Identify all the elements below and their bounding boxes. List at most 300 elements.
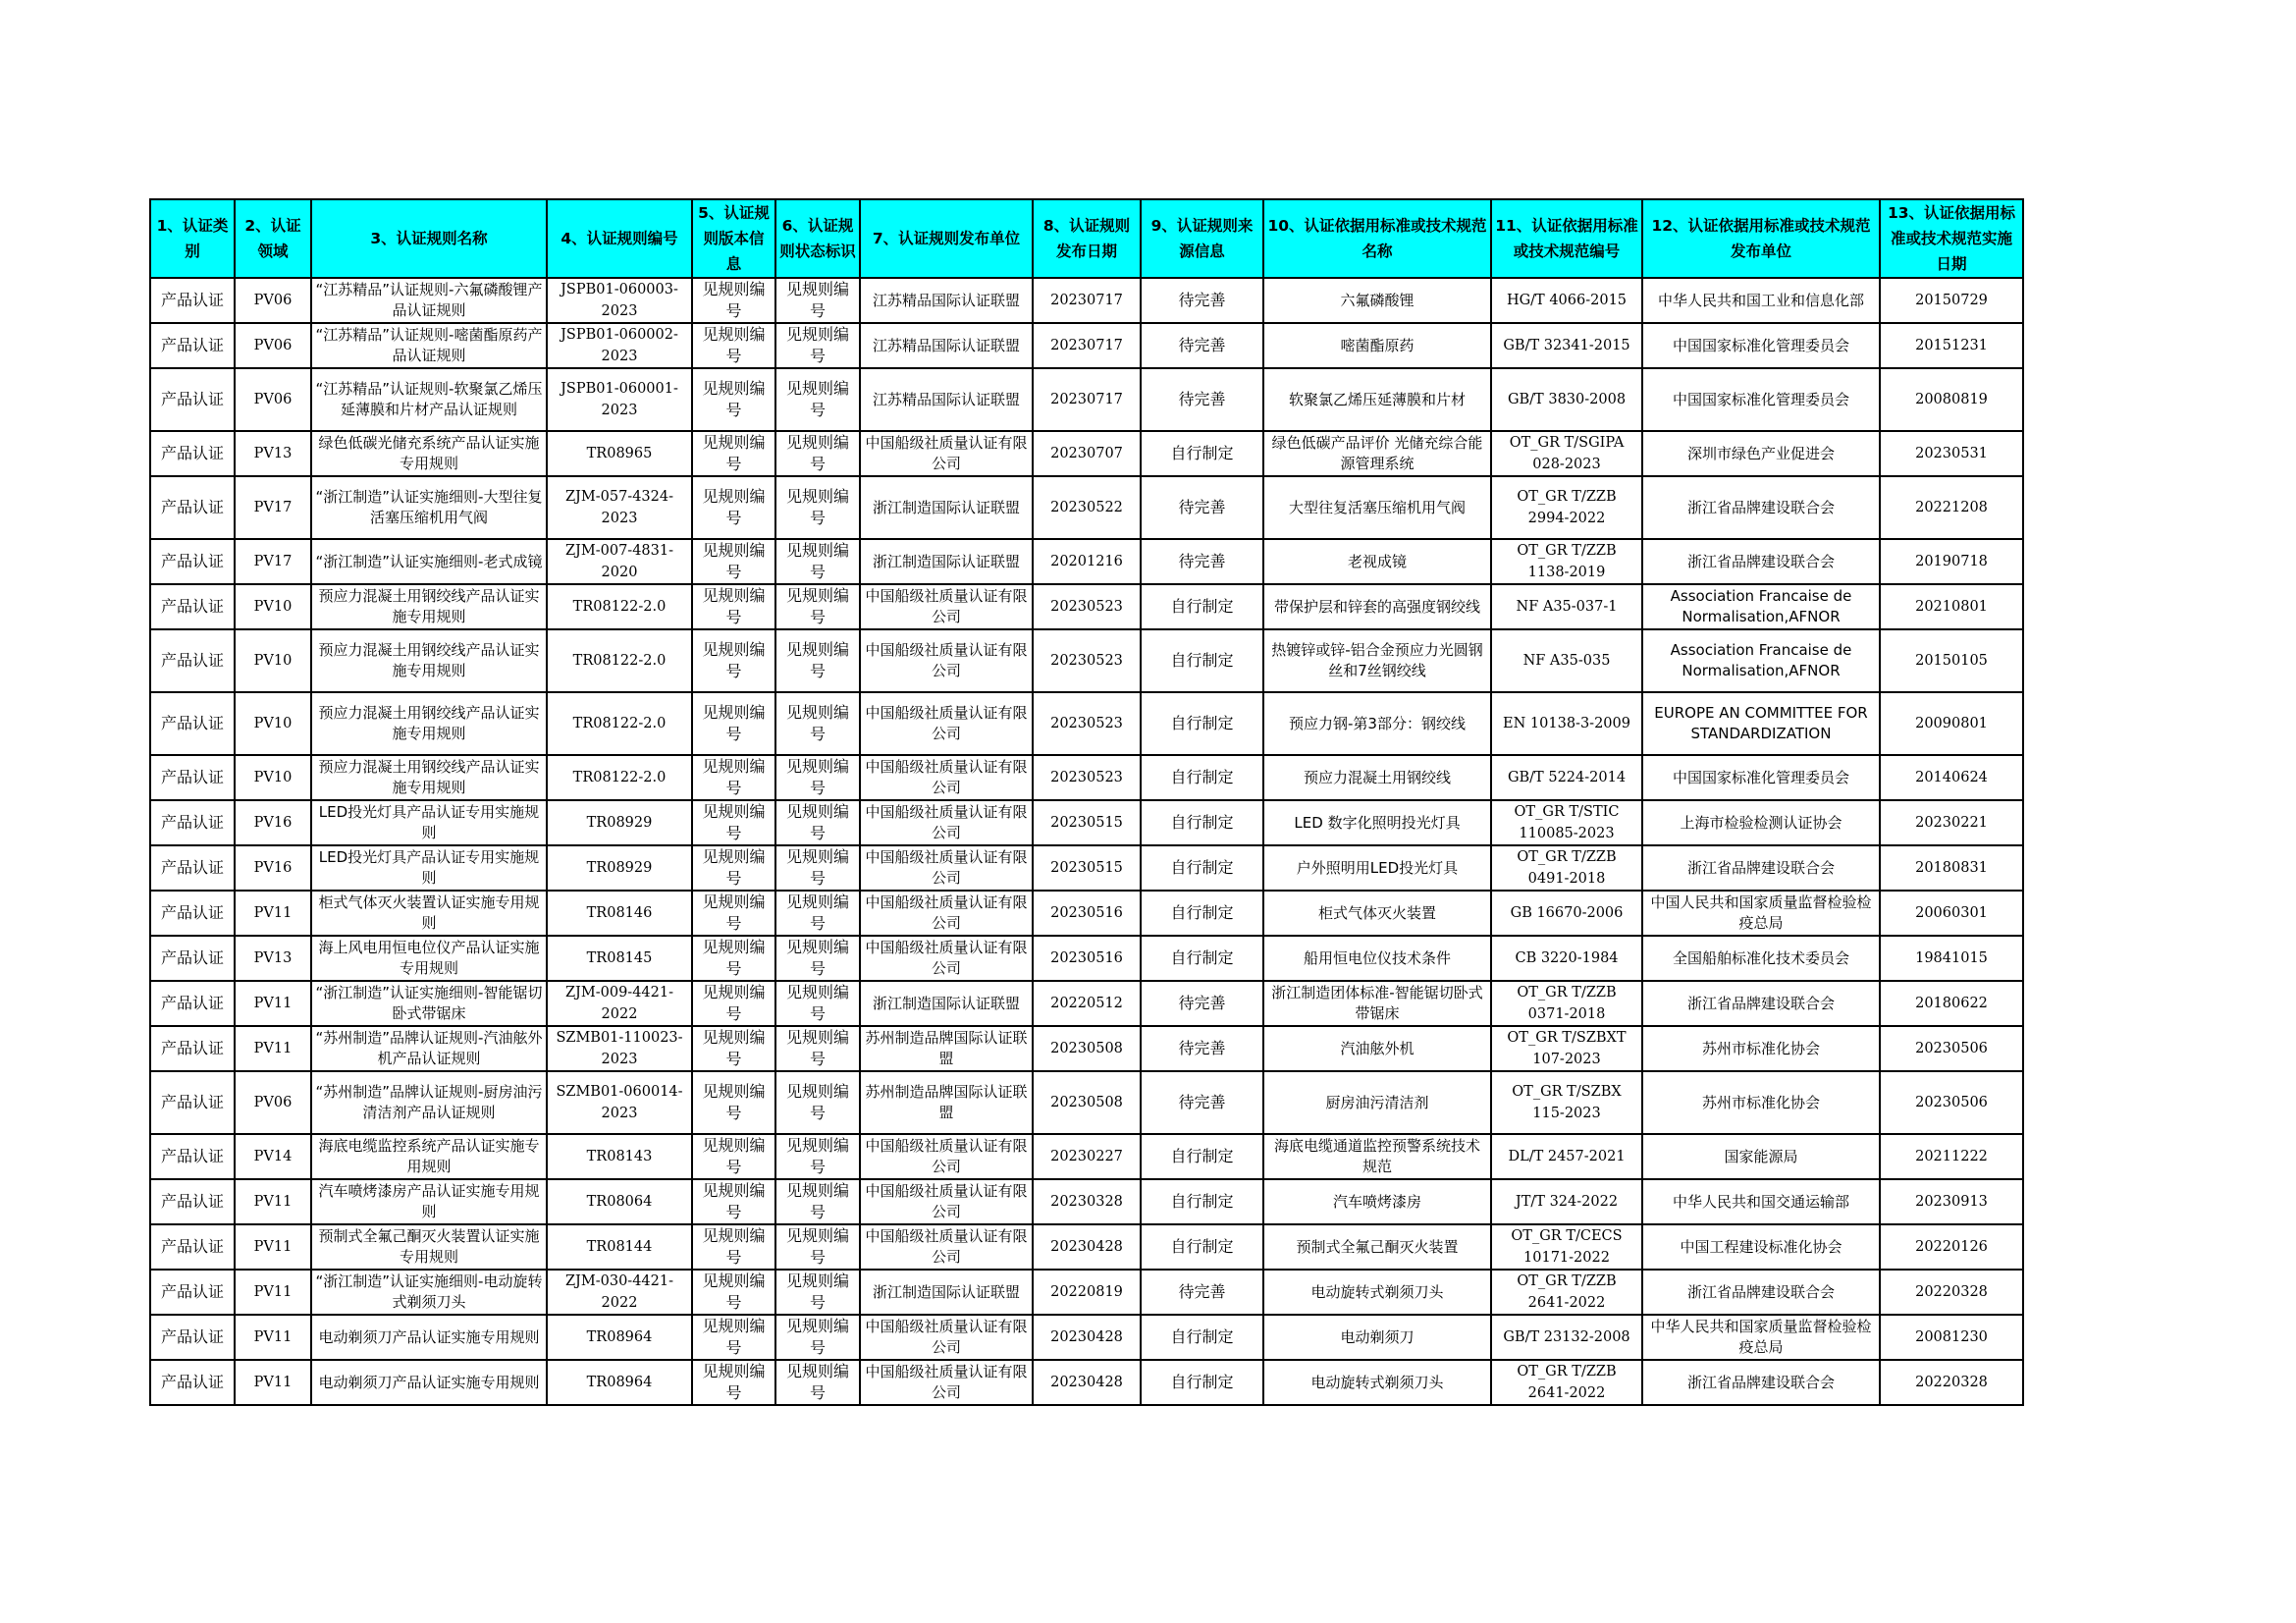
cell-col-standard-number: OT_GR T/SZBXT 107-2023 — [1491, 1026, 1642, 1071]
cell-col-standard-date: 20190718 — [1880, 539, 2023, 584]
cell-col-standard-date: 20150105 — [1880, 629, 2023, 692]
cell-col-domain: PV13 — [235, 431, 311, 476]
cell-col-standard-number: OT_GR T/ZZB 0491-2018 — [1491, 845, 1642, 891]
cell-col-rule-date: 20230523 — [1033, 692, 1141, 755]
cell-col-rule-date: 20230522 — [1033, 476, 1141, 539]
cell-col-category: 产品认证 — [150, 539, 235, 584]
cell-col-rule-date: 20230328 — [1033, 1179, 1141, 1224]
cell-col-standard-name: 海底电缆通道监控预警系统技术规范 — [1263, 1134, 1491, 1179]
cell-col-rule-version: 见规则编号 — [692, 629, 775, 692]
cell-col-domain: PV13 — [235, 936, 311, 981]
table-row — [150, 1315, 2023, 1360]
cell-col-standard-number: OT_GR T/ZZB 2641-2022 — [1491, 1270, 1642, 1315]
cell-col-domain: PV11 — [235, 1179, 311, 1224]
cell-col-standard-date: 20230221 — [1880, 800, 2023, 845]
cell-col-domain: PV10 — [235, 584, 311, 629]
cell-col-rule-version: 见规则编号 — [692, 800, 775, 845]
cell-col-rule-number: TR08146 — [547, 891, 692, 936]
cell-col-rule-number: JSPB01-060003-2023 — [547, 278, 692, 323]
cell-col-standard-name: 预应力钢-第3部分：钢绞线 — [1263, 692, 1491, 755]
cell-col-standard-name: 带保护层和锌套的高强度钢绞线 — [1263, 584, 1491, 629]
cell-col-standard-date: 20150729 — [1880, 278, 2023, 323]
cell-col-standard-number: GB/T 23132-2008 — [1491, 1315, 1642, 1360]
certification-rules-table — [149, 198, 2024, 1406]
cell-col-standard-date: 20210801 — [1880, 584, 2023, 629]
cell-col-rule-source: 待完善 — [1141, 278, 1263, 323]
header-col-rule-status: 6、认证规则状态标识 — [775, 199, 860, 278]
cell-col-rule-number: TR08964 — [547, 1315, 692, 1360]
cell-col-standard-publisher: EUROPE AN COMMITTEE FOR STANDARDIZATION — [1642, 692, 1880, 755]
cell-col-rule-status: 见规则编号 — [775, 584, 860, 629]
header-col-category: 1、认证类别 — [150, 199, 235, 278]
cell-col-rule-number: TR08122-2.0 — [547, 692, 692, 755]
cell-col-rule-source: 自行制定 — [1141, 845, 1263, 891]
cell-col-domain: PV06 — [235, 1071, 311, 1134]
cell-col-domain: PV11 — [235, 1360, 311, 1405]
cell-col-standard-number: NF A35-035 — [1491, 629, 1642, 692]
cell-col-rule-publisher: 中国船级社质量认证有限公司 — [860, 1224, 1033, 1270]
cell-col-category: 产品认证 — [150, 476, 235, 539]
cell-col-rule-date: 20230515 — [1033, 800, 1141, 845]
cell-col-standard-publisher: 浙江省品牌建设联合会 — [1642, 981, 1880, 1026]
cell-col-rule-name: 预应力混凝土用钢绞线产品认证实施专用规则 — [311, 755, 547, 800]
cell-col-rule-version: 见规则编号 — [692, 476, 775, 539]
cell-col-standard-publisher: 浙江省品牌建设联合会 — [1642, 1360, 1880, 1405]
cell-col-domain: PV14 — [235, 1134, 311, 1179]
cell-col-rule-publisher: 中国船级社质量认证有限公司 — [860, 936, 1033, 981]
cell-col-rule-version: 见规则编号 — [692, 539, 775, 584]
cell-col-standard-date: 20180831 — [1880, 845, 2023, 891]
cell-col-domain: PV16 — [235, 800, 311, 845]
table-row — [150, 1179, 2023, 1224]
cell-col-rule-source: 待完善 — [1141, 368, 1263, 431]
cell-col-standard-number: EN 10138-3-2009 — [1491, 692, 1642, 755]
cell-col-standard-name: 老视成镜 — [1263, 539, 1491, 584]
cell-col-rule-publisher: 江苏精品国际认证联盟 — [860, 278, 1033, 323]
cell-col-domain: PV11 — [235, 1224, 311, 1270]
cell-col-rule-version: 见规则编号 — [692, 431, 775, 476]
header-col-rule-version: 5、认证规则版本信息 — [692, 199, 775, 278]
table-row — [150, 539, 2023, 584]
header-col-rule-number: 4、认证规则编号 — [547, 199, 692, 278]
cell-col-rule-date: 20230428 — [1033, 1360, 1141, 1405]
cell-col-rule-version: 见规则编号 — [692, 584, 775, 629]
cell-col-rule-source: 自行制定 — [1141, 1224, 1263, 1270]
cell-col-rule-version: 见规则编号 — [692, 1224, 775, 1270]
cell-col-standard-date: 20140624 — [1880, 755, 2023, 800]
cell-col-standard-publisher: 中国国家标准化管理委员会 — [1642, 323, 1880, 368]
cell-col-rule-date: 20230717 — [1033, 323, 1141, 368]
cell-col-rule-number: TR08122-2.0 — [547, 629, 692, 692]
cell-col-standard-name: 热镀锌或锌-铝合金预应力光圆钢丝和7丝钢绞线 — [1263, 629, 1491, 692]
cell-col-rule-date: 20230516 — [1033, 891, 1141, 936]
cell-col-rule-version: 见规则编号 — [692, 845, 775, 891]
cell-col-rule-publisher: 中国船级社质量认证有限公司 — [860, 629, 1033, 692]
cell-col-category: 产品认证 — [150, 800, 235, 845]
cell-col-rule-status: 见规则编号 — [775, 1179, 860, 1224]
cell-col-rule-publisher: 浙江制造国际认证联盟 — [860, 539, 1033, 584]
cell-col-rule-name: “江苏精品”认证规则-软聚氯乙烯压延薄膜和片材产品认证规则 — [311, 368, 547, 431]
cell-col-standard-date: 20080819 — [1880, 368, 2023, 431]
cell-col-rule-version: 见规则编号 — [692, 1071, 775, 1134]
cell-col-standard-number: OT_GR T/ZZB 2994-2022 — [1491, 476, 1642, 539]
cell-col-standard-number: OT_GR T/ZZB 1138-2019 — [1491, 539, 1642, 584]
cell-col-standard-date: 20221208 — [1880, 476, 2023, 539]
table-row — [150, 1026, 2023, 1071]
cell-col-rule-source: 待完善 — [1141, 1270, 1263, 1315]
cell-col-rule-number: ZJM-007-4831-2020 — [547, 539, 692, 584]
cell-col-standard-number: OT_GR T/SZBX 115-2023 — [1491, 1071, 1642, 1134]
cell-col-rule-number: JSPB01-060001-2023 — [547, 368, 692, 431]
table-row — [150, 891, 2023, 936]
cell-col-rule-name: 海底电缆监控系统产品认证实施专用规则 — [311, 1134, 547, 1179]
cell-col-standard-name: 预制式全氟己酮灭火装置 — [1263, 1224, 1491, 1270]
cell-col-rule-status: 见规则编号 — [775, 629, 860, 692]
cell-col-rule-name: “苏州制造”品牌认证规则-汽油舷外机产品认证规则 — [311, 1026, 547, 1071]
cell-col-rule-source: 自行制定 — [1141, 800, 1263, 845]
table-row — [150, 1134, 2023, 1179]
cell-col-category: 产品认证 — [150, 1270, 235, 1315]
cell-col-rule-publisher: 中国船级社质量认证有限公司 — [860, 1179, 1033, 1224]
table-row — [150, 584, 2023, 629]
cell-col-rule-name: LED投光灯具产品认证专用实施规则 — [311, 800, 547, 845]
cell-col-standard-publisher: 深圳市绿色产业促进会 — [1642, 431, 1880, 476]
cell-col-standard-publisher: 浙江省品牌建设联合会 — [1642, 1270, 1880, 1315]
cell-col-rule-status: 见规则编号 — [775, 891, 860, 936]
cell-col-standard-number: GB/T 5224-2014 — [1491, 755, 1642, 800]
table-row — [150, 800, 2023, 845]
cell-col-rule-name: “苏州制造”品牌认证规则-厨房油污清洁剂产品认证规则 — [311, 1071, 547, 1134]
cell-col-rule-version: 见规则编号 — [692, 936, 775, 981]
cell-col-rule-name: “浙江制造”认证实施细则-老式成镜 — [311, 539, 547, 584]
cell-col-rule-number: TR08122-2.0 — [547, 755, 692, 800]
table-row — [150, 692, 2023, 755]
header-col-standard-number: 11、认证依据用标准或技术规范编号 — [1491, 199, 1642, 278]
cell-col-rule-date: 20230523 — [1033, 629, 1141, 692]
cell-col-domain: PV06 — [235, 368, 311, 431]
cell-col-rule-publisher: 江苏精品国际认证联盟 — [860, 368, 1033, 431]
header-col-rule-publisher: 7、认证规则发布单位 — [860, 199, 1033, 278]
cell-col-rule-status: 见规则编号 — [775, 1224, 860, 1270]
cell-col-standard-name: 柜式气体灭火装置 — [1263, 891, 1491, 936]
cell-col-standard-name: 大型往复活塞压缩机用气阀 — [1263, 476, 1491, 539]
cell-col-rule-publisher: 中国船级社质量认证有限公司 — [860, 692, 1033, 755]
cell-col-standard-date: 20220328 — [1880, 1270, 2023, 1315]
cell-col-standard-date: 20230506 — [1880, 1071, 2023, 1134]
cell-col-rule-date: 20230508 — [1033, 1026, 1141, 1071]
cell-col-category: 产品认证 — [150, 1360, 235, 1405]
cell-col-standard-date: 20230531 — [1880, 431, 2023, 476]
cell-col-rule-number: TR08064 — [547, 1179, 692, 1224]
cell-col-rule-name: 汽车喷烤漆房产品认证实施专用规则 — [311, 1179, 547, 1224]
cell-col-rule-date: 20230428 — [1033, 1224, 1141, 1270]
cell-col-rule-publisher: 中国船级社质量认证有限公司 — [860, 891, 1033, 936]
cell-col-standard-publisher: Association Francaise de Normalisation,AFNOR — [1642, 629, 1880, 692]
cell-col-standard-name: 汽车喷烤漆房 — [1263, 1179, 1491, 1224]
header-row — [150, 199, 2023, 278]
cell-col-rule-number: SZMB01-060014-2023 — [547, 1071, 692, 1134]
cell-col-rule-publisher: 浙江制造国际认证联盟 — [860, 1270, 1033, 1315]
cell-col-category: 产品认证 — [150, 1071, 235, 1134]
cell-col-rule-source: 自行制定 — [1141, 584, 1263, 629]
cell-col-rule-version: 见规则编号 — [692, 368, 775, 431]
cell-col-rule-status: 见规则编号 — [775, 1270, 860, 1315]
cell-col-rule-name: 海上风电用恒电位仪产品认证实施专用规则 — [311, 936, 547, 981]
cell-col-domain: PV16 — [235, 845, 311, 891]
cell-col-standard-number: GB 16670-2006 — [1491, 891, 1642, 936]
cell-col-rule-source: 待完善 — [1141, 1071, 1263, 1134]
cell-col-rule-status: 见规则编号 — [775, 1360, 860, 1405]
table-row — [150, 936, 2023, 981]
cell-col-rule-date: 20230717 — [1033, 278, 1141, 323]
cell-col-rule-date: 20230717 — [1033, 368, 1141, 431]
cell-col-rule-source: 自行制定 — [1141, 431, 1263, 476]
cell-col-domain: PV11 — [235, 981, 311, 1026]
cell-col-standard-date: 19841015 — [1880, 936, 2023, 981]
header-col-standard-name: 10、认证依据用标准或技术规范名称 — [1263, 199, 1491, 278]
cell-col-rule-version: 见规则编号 — [692, 981, 775, 1026]
cell-col-rule-publisher: 中国船级社质量认证有限公司 — [860, 755, 1033, 800]
cell-col-rule-number: TR08929 — [547, 845, 692, 891]
cell-col-rule-status: 见规则编号 — [775, 1026, 860, 1071]
cell-col-standard-name: 电动旋转式剃须刀头 — [1263, 1270, 1491, 1315]
cell-col-rule-number: TR08144 — [547, 1224, 692, 1270]
cell-col-rule-version: 见规则编号 — [692, 1026, 775, 1071]
cell-col-standard-date: 20211222 — [1880, 1134, 2023, 1179]
cell-col-standard-publisher: 浙江省品牌建设联合会 — [1642, 539, 1880, 584]
cell-col-rule-source: 自行制定 — [1141, 1315, 1263, 1360]
cell-col-standard-name: 船用恒电位仪技术条件 — [1263, 936, 1491, 981]
cell-col-standard-publisher: 国家能源局 — [1642, 1134, 1880, 1179]
cell-col-category: 产品认证 — [150, 936, 235, 981]
cell-col-rule-date: 20220819 — [1033, 1270, 1141, 1315]
cell-col-rule-publisher: 苏州制造品牌国际认证联盟 — [860, 1071, 1033, 1134]
cell-col-domain: PV10 — [235, 692, 311, 755]
cell-col-standard-date: 20220126 — [1880, 1224, 2023, 1270]
cell-col-category: 产品认证 — [150, 692, 235, 755]
cell-col-rule-publisher: 中国船级社质量认证有限公司 — [860, 1360, 1033, 1405]
cell-col-standard-name: LED 数字化照明投光灯具 — [1263, 800, 1491, 845]
cell-col-standard-number: DL/T 2457-2021 — [1491, 1134, 1642, 1179]
table-header — [150, 199, 2023, 278]
cell-col-rule-name: LED投光灯具产品认证专用实施规则 — [311, 845, 547, 891]
cell-col-category: 产品认证 — [150, 1134, 235, 1179]
cell-col-standard-date: 20220328 — [1880, 1360, 2023, 1405]
cell-col-rule-name: “浙江制造”认证实施细则-大型往复活塞压缩机用气阀 — [311, 476, 547, 539]
cell-col-standard-name: 汽油舷外机 — [1263, 1026, 1491, 1071]
cell-col-category: 产品认证 — [150, 323, 235, 368]
cell-col-standard-date: 20151231 — [1880, 323, 2023, 368]
cell-col-domain: PV10 — [235, 629, 311, 692]
cell-col-rule-version: 见规则编号 — [692, 1315, 775, 1360]
cell-col-rule-number: TR08965 — [547, 431, 692, 476]
cell-col-rule-number: TR08143 — [547, 1134, 692, 1179]
cell-col-rule-version: 见规则编号 — [692, 755, 775, 800]
cell-col-rule-version: 见规则编号 — [692, 891, 775, 936]
cell-col-category: 产品认证 — [150, 1179, 235, 1224]
header-col-domain: 2、认证领域 — [235, 199, 311, 278]
cell-col-category: 产品认证 — [150, 1026, 235, 1071]
cell-col-rule-name: 电动剃须刀产品认证实施专用规则 — [311, 1360, 547, 1405]
cell-col-rule-name: 电动剃须刀产品认证实施专用规则 — [311, 1315, 547, 1360]
cell-col-category: 产品认证 — [150, 629, 235, 692]
cell-col-standard-number: OT_GR T/CECS 10171-2022 — [1491, 1224, 1642, 1270]
cell-col-rule-source: 自行制定 — [1141, 1179, 1263, 1224]
header-col-rule-source: 9、认证规则来源信息 — [1141, 199, 1263, 278]
cell-col-standard-publisher: 苏州市标准化协会 — [1642, 1071, 1880, 1134]
cell-col-standard-number: OT_GR T/STIC 110085-2023 — [1491, 800, 1642, 845]
table-row — [150, 323, 2023, 368]
cell-col-standard-name: 户外照明用LED投光灯具 — [1263, 845, 1491, 891]
cell-col-rule-status: 见规则编号 — [775, 1134, 860, 1179]
cell-col-standard-date: 20081230 — [1880, 1315, 2023, 1360]
cell-col-standard-number: HG/T 4066-2015 — [1491, 278, 1642, 323]
header-col-standard-date: 13、认证依据用标准或技术规范实施日期 — [1880, 199, 2023, 278]
cell-col-category: 产品认证 — [150, 584, 235, 629]
cell-col-rule-number: ZJM-009-4421-2022 — [547, 981, 692, 1026]
cell-col-rule-date: 20230516 — [1033, 936, 1141, 981]
cell-col-standard-date: 20060301 — [1880, 891, 2023, 936]
cell-col-rule-publisher: 中国船级社质量认证有限公司 — [860, 800, 1033, 845]
cell-col-rule-status: 见规则编号 — [775, 936, 860, 981]
cell-col-category: 产品认证 — [150, 1315, 235, 1360]
cell-col-rule-number: TR08929 — [547, 800, 692, 845]
cell-col-rule-number: SZMB01-110023-2023 — [547, 1026, 692, 1071]
cell-col-rule-status: 见规则编号 — [775, 368, 860, 431]
cell-col-rule-status: 见规则编号 — [775, 431, 860, 476]
cell-col-standard-publisher: 中国国家标准化管理委员会 — [1642, 368, 1880, 431]
cell-col-rule-source: 自行制定 — [1141, 629, 1263, 692]
cell-col-rule-version: 见规则编号 — [692, 1179, 775, 1224]
cell-col-standard-publisher: 中华人民共和国交通运输部 — [1642, 1179, 1880, 1224]
table-body — [150, 278, 2023, 1405]
table-row — [150, 476, 2023, 539]
table-row — [150, 278, 2023, 323]
cell-col-standard-publisher: Association Francaise de Normalisation,AFNOR — [1642, 584, 1880, 629]
cell-col-rule-status: 见规则编号 — [775, 539, 860, 584]
cell-col-category: 产品认证 — [150, 1224, 235, 1270]
cell-col-rule-name: 预制式全氟己酮灭火装置认证实施专用规则 — [311, 1224, 547, 1270]
cell-col-rule-status: 见规则编号 — [775, 981, 860, 1026]
table-row — [150, 755, 2023, 800]
cell-col-rule-publisher: 苏州制造品牌国际认证联盟 — [860, 1026, 1033, 1071]
cell-col-rule-date: 20230523 — [1033, 584, 1141, 629]
cell-col-category: 产品认证 — [150, 755, 235, 800]
cell-col-rule-name: 预应力混凝土用钢绞线产品认证实施专用规则 — [311, 692, 547, 755]
cell-col-standard-publisher: 苏州市标准化协会 — [1642, 1026, 1880, 1071]
cell-col-standard-publisher: 中国人民共和国家质量监督检验检疫总局 — [1642, 891, 1880, 936]
cell-col-rule-date: 20230227 — [1033, 1134, 1141, 1179]
cell-col-rule-status: 见规则编号 — [775, 323, 860, 368]
cell-col-category: 产品认证 — [150, 891, 235, 936]
cell-col-rule-version: 见规则编号 — [692, 1134, 775, 1179]
cell-col-rule-date: 20230508 — [1033, 1071, 1141, 1134]
cell-col-standard-number: OT_GR T/ZZB 0371-2018 — [1491, 981, 1642, 1026]
cell-col-category: 产品认证 — [150, 845, 235, 891]
cell-col-rule-publisher: 中国船级社质量认证有限公司 — [860, 1315, 1033, 1360]
cell-col-rule-name: “浙江制造”认证实施细则-电动旋转式剃须刀头 — [311, 1270, 547, 1315]
cell-col-rule-status: 见规则编号 — [775, 845, 860, 891]
cell-col-rule-publisher: 中国船级社质量认证有限公司 — [860, 431, 1033, 476]
table-row — [150, 845, 2023, 891]
cell-col-standard-name: 六氟磷酸锂 — [1263, 278, 1491, 323]
cell-col-standard-number: OT_GR T/SGIPA 028-2023 — [1491, 431, 1642, 476]
cell-col-rule-status: 见规则编号 — [775, 1071, 860, 1134]
cell-col-rule-source: 待完善 — [1141, 981, 1263, 1026]
cell-col-standard-publisher: 全国船舶标准化技术委员会 — [1642, 936, 1880, 981]
cell-col-domain: PV11 — [235, 891, 311, 936]
cell-col-standard-name: 预应力混凝土用钢绞线 — [1263, 755, 1491, 800]
table-row — [150, 1360, 2023, 1405]
table-row — [150, 368, 2023, 431]
cell-col-rule-date: 20230428 — [1033, 1315, 1141, 1360]
cell-col-rule-status: 见规则编号 — [775, 278, 860, 323]
cell-col-rule-name: “江苏精品”认证规则-嘧菌酯原药产品认证规则 — [311, 323, 547, 368]
cell-col-rule-number: TR08964 — [547, 1360, 692, 1405]
cell-col-rule-source: 自行制定 — [1141, 755, 1263, 800]
cell-col-rule-name: “浙江制造”认证实施细则-智能锯切卧式带锯床 — [311, 981, 547, 1026]
cell-col-category: 产品认证 — [150, 368, 235, 431]
cell-col-rule-source: 自行制定 — [1141, 1134, 1263, 1179]
cell-col-standard-publisher: 中华人民共和国工业和信息化部 — [1642, 278, 1880, 323]
header-col-rule-date: 8、认证规则发布日期 — [1033, 199, 1141, 278]
cell-col-rule-publisher: 中国船级社质量认证有限公司 — [860, 845, 1033, 891]
cell-col-rule-version: 见规则编号 — [692, 1360, 775, 1405]
cell-col-standard-name: 电动剃须刀 — [1263, 1315, 1491, 1360]
cell-col-domain: PV11 — [235, 1270, 311, 1315]
cell-col-rule-publisher: 中国船级社质量认证有限公司 — [860, 1134, 1033, 1179]
cell-col-rule-publisher: 浙江制造国际认证联盟 — [860, 476, 1033, 539]
cell-col-rule-status: 见规则编号 — [775, 692, 860, 755]
cell-col-rule-date: 20230707 — [1033, 431, 1141, 476]
cell-col-rule-source: 待完善 — [1141, 1026, 1263, 1071]
cell-col-rule-date: 20201216 — [1033, 539, 1141, 584]
cell-col-rule-source: 待完善 — [1141, 476, 1263, 539]
cell-col-domain: PV17 — [235, 539, 311, 584]
cell-col-category: 产品认证 — [150, 278, 235, 323]
cell-col-standard-publisher: 中国工程建设标准化协会 — [1642, 1224, 1880, 1270]
cell-col-standard-number: CB 3220-1984 — [1491, 936, 1642, 981]
cell-col-domain: PV06 — [235, 323, 311, 368]
cell-col-rule-number: TR08122-2.0 — [547, 584, 692, 629]
cell-col-rule-number: ZJM-057-4324-2023 — [547, 476, 692, 539]
cell-col-rule-status: 见规则编号 — [775, 755, 860, 800]
cell-col-rule-number: ZJM-030-4421-2022 — [547, 1270, 692, 1315]
cell-col-category: 产品认证 — [150, 431, 235, 476]
cell-col-rule-name: 绿色低碳光储充系统产品认证实施专用规则 — [311, 431, 547, 476]
cell-col-rule-date: 20230523 — [1033, 755, 1141, 800]
table-row — [150, 431, 2023, 476]
cell-col-rule-name: 预应力混凝土用钢绞线产品认证实施专用规则 — [311, 584, 547, 629]
cell-col-domain: PV17 — [235, 476, 311, 539]
cell-col-rule-number: JSPB01-060002-2023 — [547, 323, 692, 368]
cell-col-rule-version: 见规则编号 — [692, 1270, 775, 1315]
cell-col-rule-publisher: 浙江制造国际认证联盟 — [860, 981, 1033, 1026]
cell-col-rule-status: 见规则编号 — [775, 1315, 860, 1360]
cell-col-rule-source: 待完善 — [1141, 539, 1263, 584]
cell-col-rule-date: 20230515 — [1033, 845, 1141, 891]
cell-col-rule-number: TR08145 — [547, 936, 692, 981]
header-col-rule-name: 3、认证规则名称 — [311, 199, 547, 278]
cell-col-domain: PV11 — [235, 1026, 311, 1071]
cell-col-rule-publisher: 中国船级社质量认证有限公司 — [860, 584, 1033, 629]
cell-col-standard-number: GB/T 3830-2008 — [1491, 368, 1642, 431]
cell-col-standard-publisher: 浙江省品牌建设联合会 — [1642, 845, 1880, 891]
cell-col-domain: PV11 — [235, 1315, 311, 1360]
cell-col-domain: PV10 — [235, 755, 311, 800]
cell-col-rule-version: 见规则编号 — [692, 323, 775, 368]
cell-col-standard-date: 20230506 — [1880, 1026, 2023, 1071]
